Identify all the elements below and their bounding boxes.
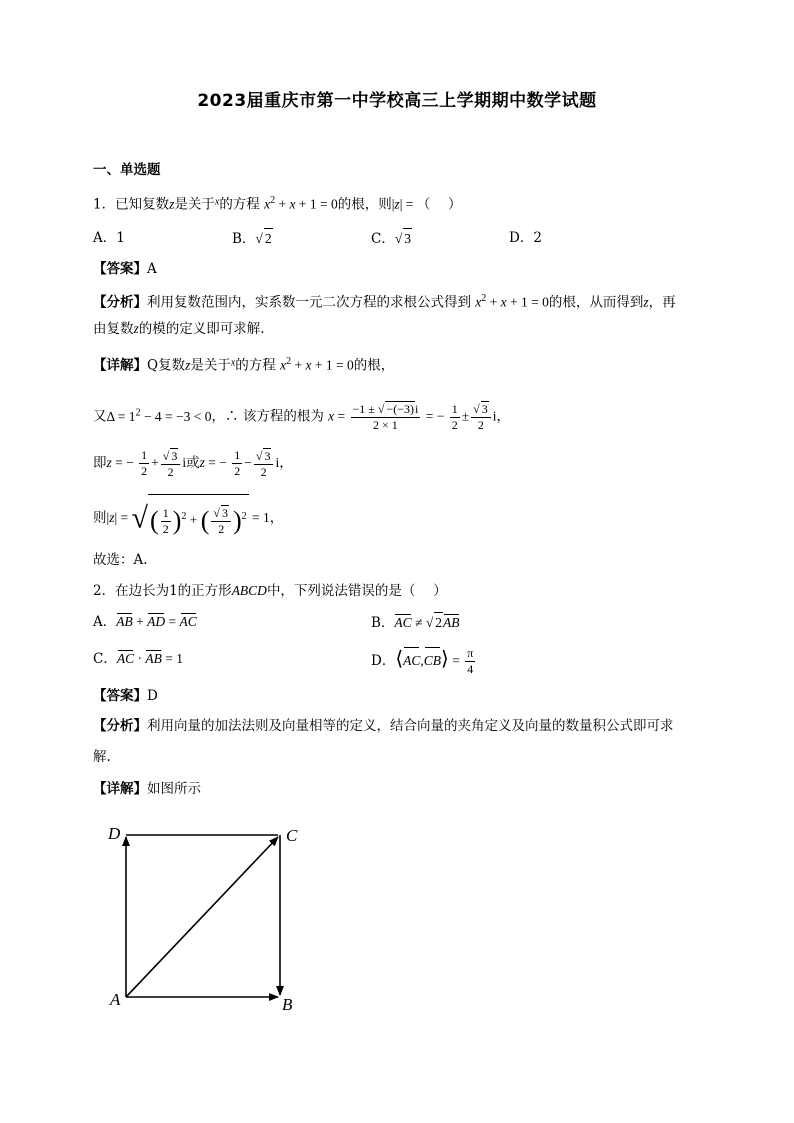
q2-analysis-line-1: 【分析】利用向量的加法法则及向量相等的定义，结合向量的夹角定义及向量的数量积公式即可求 [93, 718, 674, 734]
q1-option-a: A．1 [93, 230, 125, 246]
page-title: 2023届重庆市第一中学校高三上学期期中数学试题 [197, 91, 597, 111]
q1-detail-line-3: 即z = − $\frac{1}{2}$ + $\frac{√ 3}{2}$ i或z = − $\frac{1}{2}$ − $\frac{√ 3}{2}$ i， [93, 448, 293, 479]
q1-option-d: D．2 [509, 230, 542, 246]
q2-stem: 2．在边长为1的正方形ABCD中，下列说法错误的是（ ） [93, 583, 447, 599]
square-vector-figure [100, 815, 320, 1025]
label-a: A [110, 990, 121, 1009]
q1-conclusion: 故选：A. [93, 552, 148, 568]
q1-analysis-line-1: 【分析】利用复数范围内，实系数一元二次方程的求根公式得到 $x^2 + x + 1 = 0$的根，从而得到z，再 [93, 293, 676, 311]
q2-option-d: D．⟨AC,CB⟩ = $\frac{\pi}{4}$ [371, 646, 474, 676]
section-heading: 一、单选题 [93, 162, 161, 178]
q1-detail-line-2: 又$\Delta = 1^2 - 4 = -3 < 0$，∴ 该方程的根为 x = $\frac{-1 \pm √ -(-3)i}{2 \times 1}$ = − $\frac{1}{2}$ ± $\frac{√ 3}{2}$ i， [93, 401, 510, 432]
q1-answer: 【答案】A [93, 261, 157, 277]
q1-analysis-line-2: 由复数z的模的定义即可求解. [93, 321, 265, 337]
q1-option-b: B．√ 2 [232, 228, 273, 249]
q2-option-a: A．AB + AD = AC [93, 614, 197, 630]
q2-option-b: B．AC ≠ √ 2AB [371, 612, 460, 633]
label-c: C [286, 826, 298, 845]
q2-option-c: C．AC · AB = 1 [93, 651, 183, 667]
q1-detail-line-1: 【详解】Q复数z是关于$^x$的方程 $x^2 + x + 1 = 0$的根， [93, 356, 395, 374]
q1-detail-line-4: 则|z| = √( $\frac{1}{2}$ )$^2$ + ( $\frac{√ 3}{2}$ )$^2$ = 1， [93, 494, 283, 543]
q1-stem: 1．已知复数z是关于$^x$的方程 $x^2 + x + 1 = 0$的根，则|z| = （ ） [93, 195, 462, 213]
label-d: D [108, 824, 121, 843]
vector-ac [126, 837, 278, 997]
q1-option-c: C．√ 3 [371, 228, 412, 249]
q2-detail: 【详解】如图所示 [93, 781, 201, 797]
label-b: B [282, 995, 293, 1014]
q2-answer: 【答案】D [93, 688, 158, 704]
q2-analysis-line-2: 解. [93, 749, 111, 765]
